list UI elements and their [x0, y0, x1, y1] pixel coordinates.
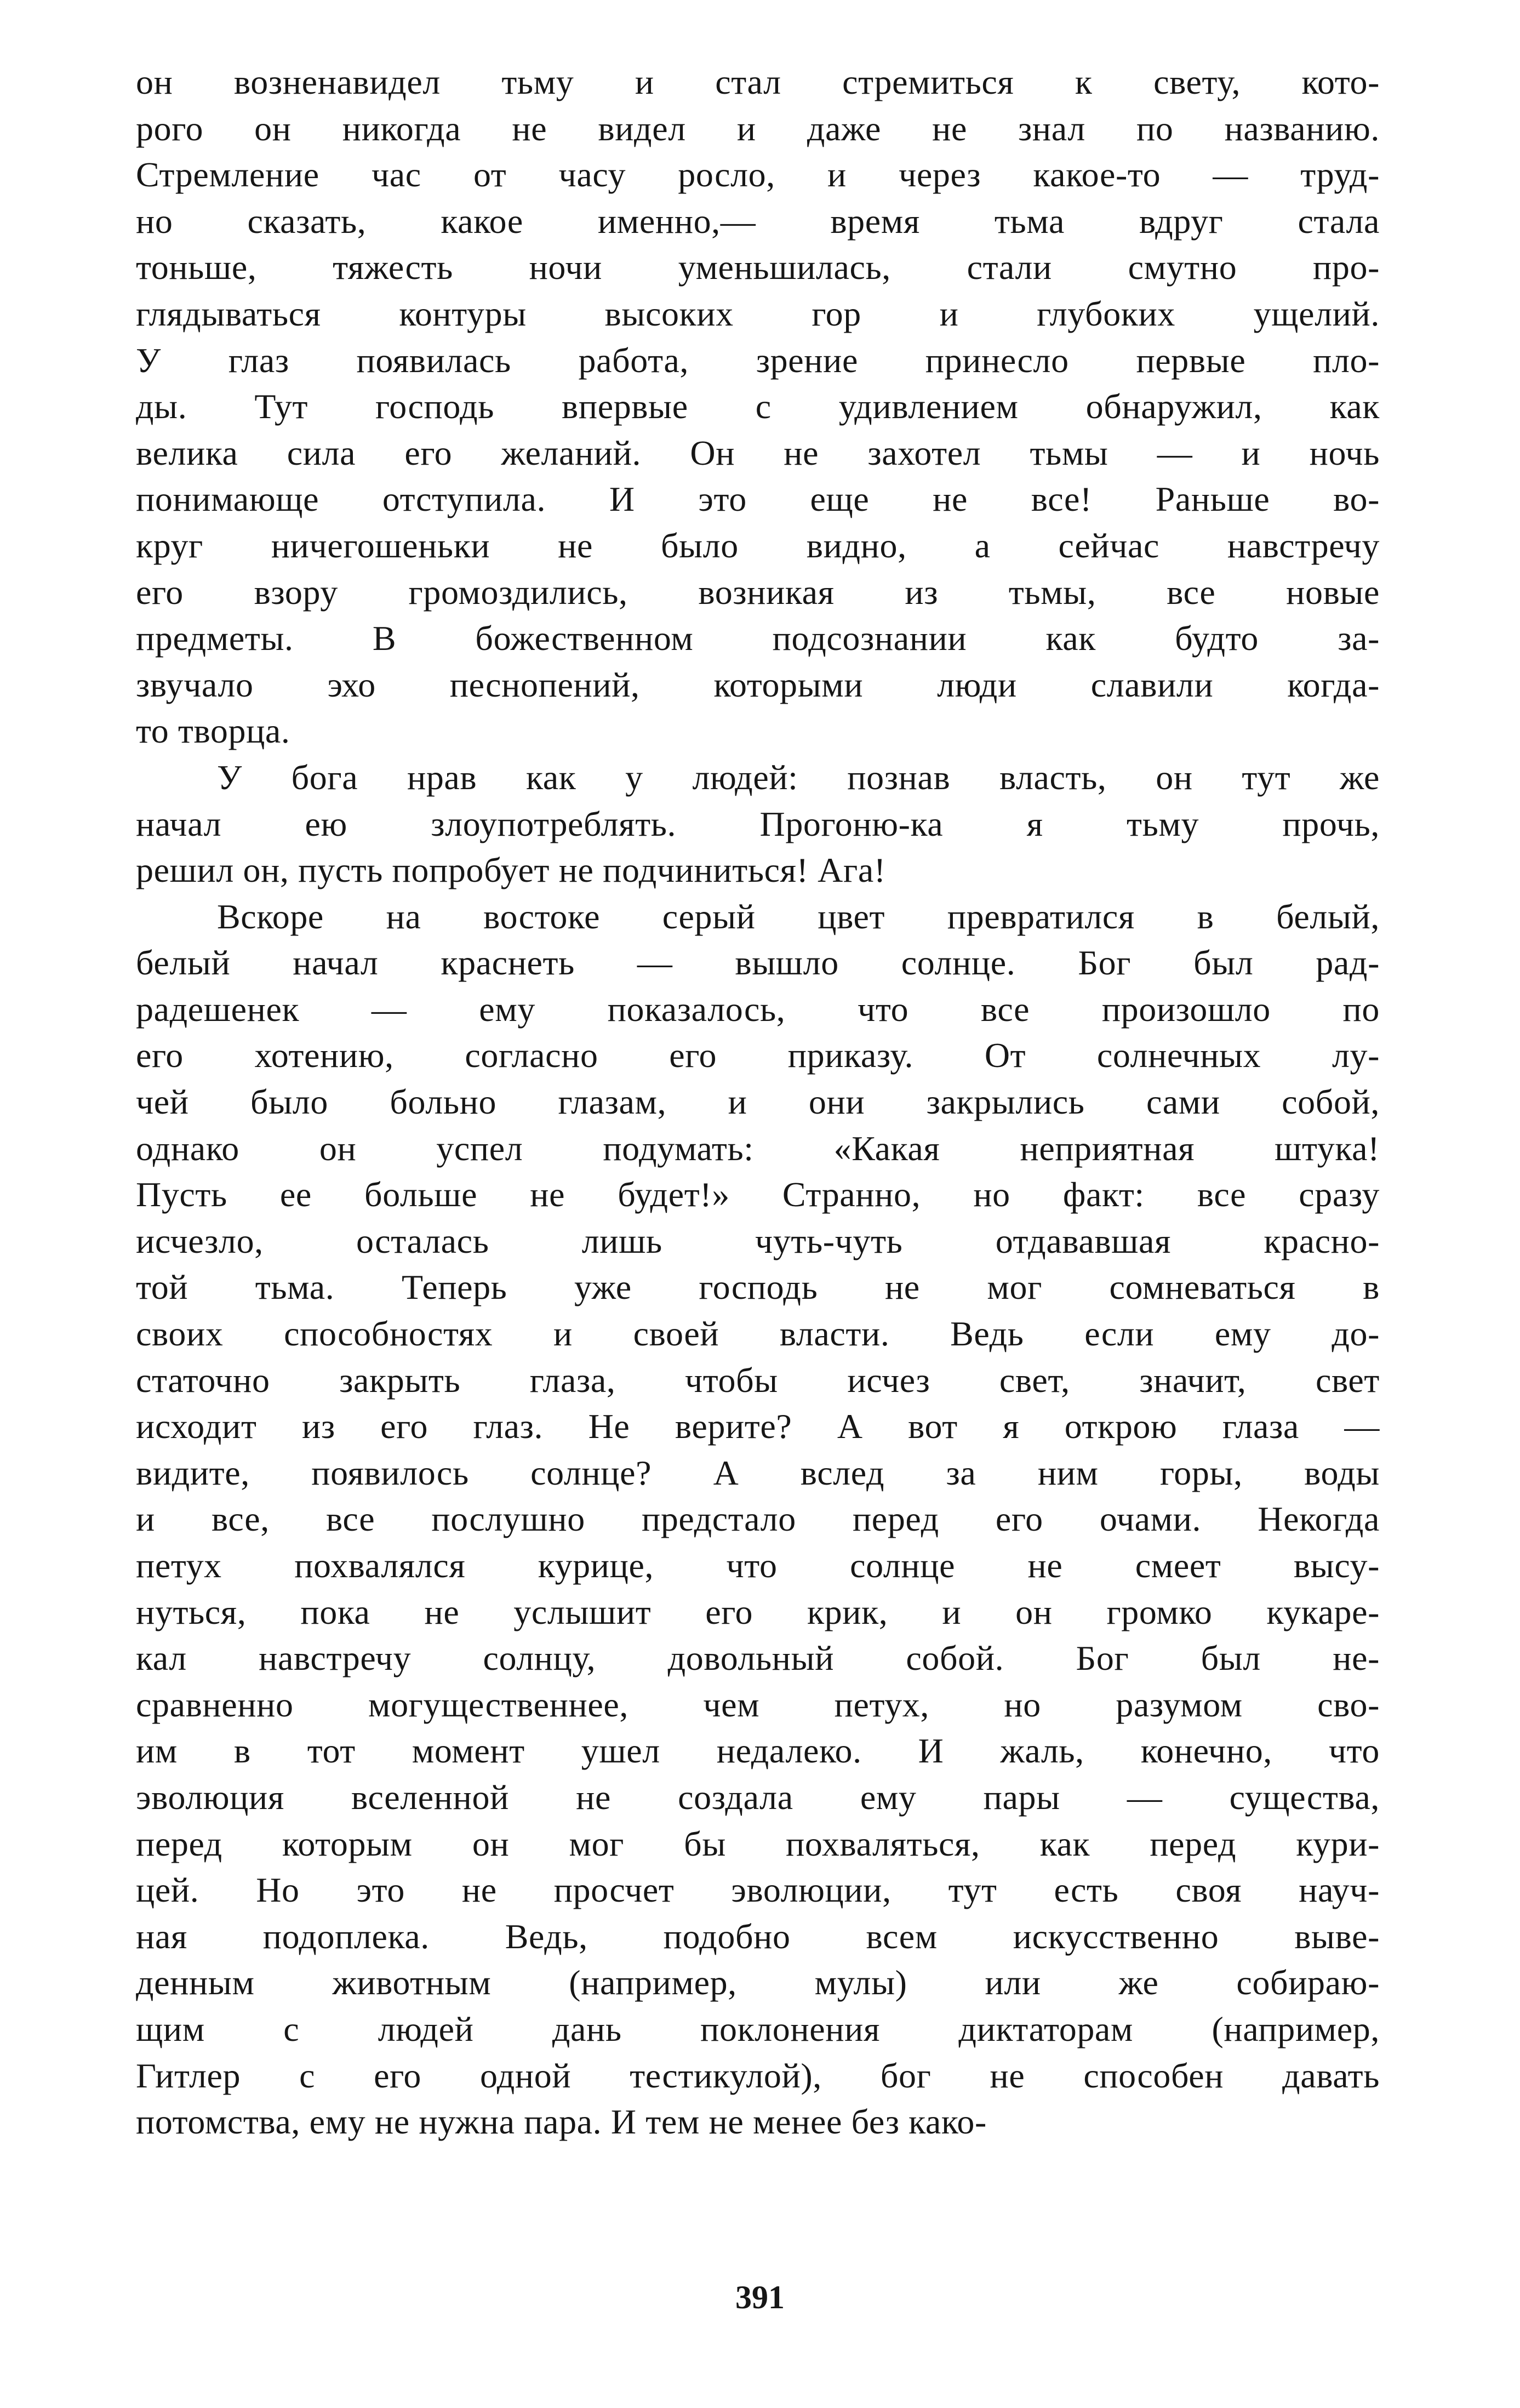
text-line: ды. Тут господь впервые с удивлением обнаружил, как — [136, 387, 1380, 426]
text-line: понимающе отступила. И это еще не все! Раньше во- — [136, 480, 1380, 519]
text-line: и все, все послушно предстало перед его очами. Некогда — [136, 1499, 1380, 1539]
text-line: однако он успел подумать: «Какая неприятная штука! — [136, 1128, 1380, 1168]
paragraph — [136, 894, 1380, 2145]
text-line: решил он, пусть попробует не подчиниться! Ага! — [136, 851, 886, 890]
text-line: перед которым он мог бы похваляться, как перед кури- — [136, 1824, 1380, 1863]
text-line: звучало эхо песнопений, которыми люди славили когда- — [136, 665, 1380, 704]
text-line: статочно закрыть глаза, чтобы исчез свет, значит, свет — [136, 1360, 1380, 1400]
text-line: Стремление час от часу росло, и через какое-то — труд- — [136, 155, 1380, 195]
text-line: исходит из его глаз. Не верите? А вот я открою глаза — — [136, 1407, 1380, 1446]
text-line: но сказать, какое именно,— время тьма вдруг стала — [136, 201, 1380, 241]
text-line: он возненавидел тьму и стал стремиться к свету, кото- — [136, 62, 1380, 101]
text-line: эволюция вселенной не создала ему пары — существа, — [136, 1777, 1380, 1817]
text-line: У бога нрав как у людей: познав власть, он тут же — [217, 757, 1380, 797]
text-line: белый начал краснеть — вышло солнце. Бог был рад- — [136, 943, 1380, 983]
text-line: глядываться контуры высоких гор и глубоких ущелий. — [136, 294, 1380, 333]
text-line: цей. Но это не просчет эволюции, тут есть своя науч- — [136, 1870, 1380, 1910]
text-line: своих способностях и своей власти. Ведь если ему до- — [136, 1314, 1380, 1354]
text-line: У глаз появилась работа, зрение принесло первые пло- — [136, 340, 1380, 380]
page-number: 391 — [735, 2279, 785, 2315]
text-line: сравненно могущественнее, чем петух, но разумом сво- — [136, 1685, 1380, 1724]
text-line: велика сила его желаний. Он не захотел тьмы — и ночь — [136, 433, 1380, 472]
text-line: его хотению, согласно его приказу. От солнечных лу- — [136, 1036, 1380, 1075]
text-line: Гитлер с его одной тестикулой), бог не способен давать — [136, 2056, 1380, 2095]
text-line: потомства, ему не нужна пара. И тем не менее без како- — [136, 2102, 987, 2142]
text-line: петух похвалялся курице, что солнце не смеет высу- — [136, 1546, 1380, 1585]
text-line: исчезло, осталась лишь чуть-чуть отдававшая красно- — [136, 1221, 1380, 1260]
text-line: той тьма. Теперь уже господь не мог сомневаться в — [136, 1268, 1380, 1307]
text-line: рого он никогда не видел и даже не знал по названию. — [136, 109, 1380, 148]
text-line: нуться, пока не услышит его крик, и он громко кукаре- — [136, 1592, 1380, 1631]
text-line: щим с людей дань поклонения диктаторам (например, — [136, 2009, 1380, 2048]
text-line: видите, появилось солнце? А вслед за ним горы, воды — [136, 1453, 1380, 1492]
paragraph — [136, 59, 1380, 755]
body-text — [136, 59, 1380, 2145]
text-line: им в тот момент ушел недалеко. И жаль, конечно, что — [136, 1731, 1380, 1771]
text-line: ная подоплека. Ведь, подобно всем искусственно выве- — [136, 1916, 1380, 1956]
text-line: кал навстречу солнцу, довольный собой. Бог был не- — [136, 1639, 1380, 1678]
text-line: предметы. В божественном подсознании как будто за- — [136, 619, 1380, 658]
text-line: денным животным (например, мулы) или же собираю- — [136, 1963, 1380, 2002]
text-line: круг ничегошеньки не было видно, а сейчас навстречу — [136, 526, 1380, 565]
text-line: чей было больно глазам, и они закрылись сами собой, — [136, 1082, 1380, 1122]
text-line: радешенек — ему показалось, что все произошло по — [136, 989, 1380, 1029]
text-line: начал ею злоупотреблять. Прогоню-ка я тьму прочь, — [136, 804, 1380, 843]
text-line: Пусть ее больше не будет!» Странно, но факт: все сразу — [136, 1175, 1380, 1214]
text-line: его взору громоздились, возникая из тьмы, все новые — [136, 572, 1380, 612]
text-line: то творца. — [136, 711, 290, 751]
text-line: Вскоре на востоке серый цвет превратился в белый, — [217, 897, 1380, 936]
paragraph — [136, 755, 1380, 894]
text-line: тоньше, тяжесть ночи уменьшилась, стали смутно про- — [136, 248, 1380, 287]
